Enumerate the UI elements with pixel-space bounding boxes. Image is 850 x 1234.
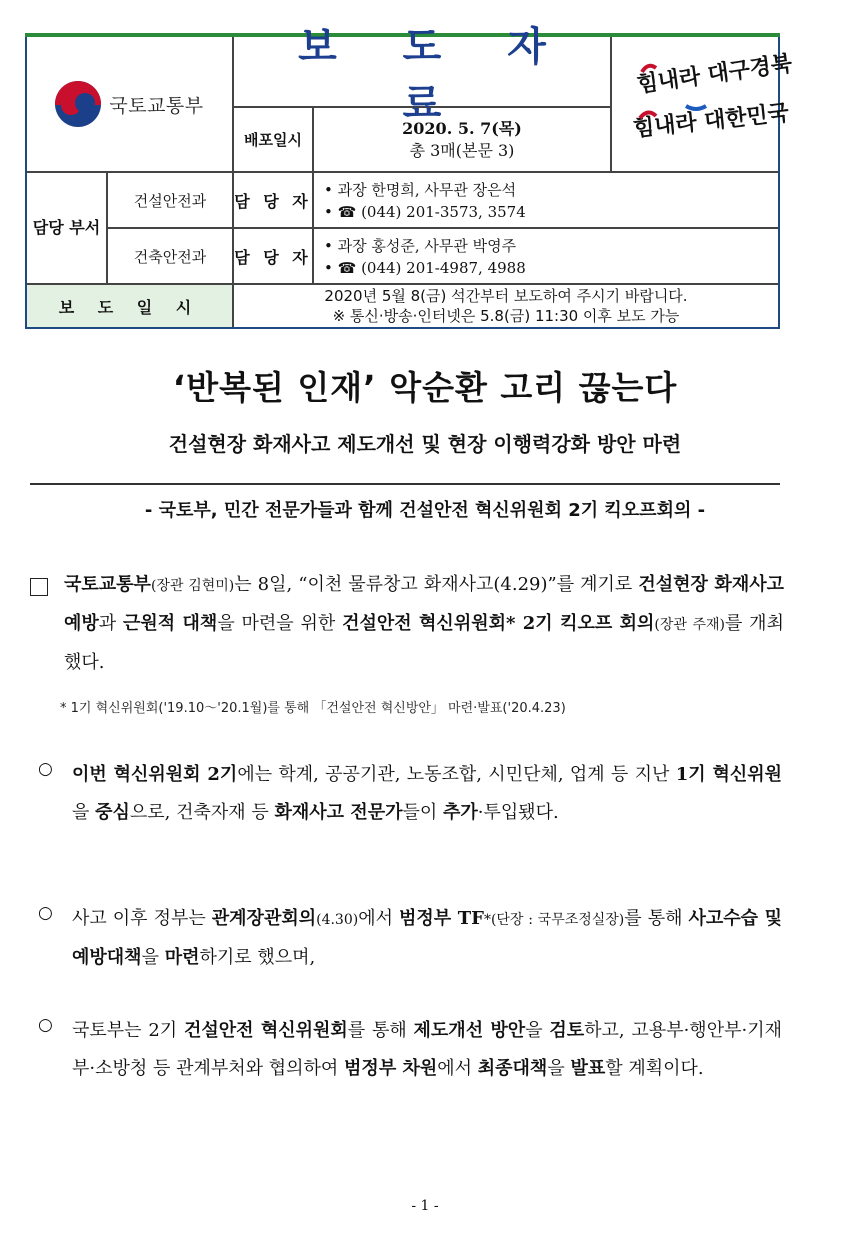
slogan-line2: 힘내라 대한민국 (631, 99, 791, 142)
release-date-cell (313, 107, 611, 172)
press-release-title: 보 도 자 료 (298, 23, 572, 127)
paragraph-3: 사고 이후 정부는 관계장관회의(4.30)에서 범정부 TF*(단장 : 국무조정실장)를 통해 사고수습 및 예방대책을 마련하기로 했으며, (72, 908, 783, 968)
slogan-line1: 힘내라 대구경북 (635, 50, 794, 98)
ministry-name: 국토교통부 (109, 94, 204, 117)
contact-info-2 (313, 228, 778, 284)
contact-label-1: 담 당 자 (233, 172, 313, 228)
taegeuk-logo-icon (55, 81, 101, 127)
publish-note: ※ 통신·방송·인터넷은 5.8(금) 11:30 이후 보도 가능 (332, 307, 680, 325)
slogan-calligraphy-icon (620, 44, 794, 164)
title-cell (233, 23, 611, 127)
paragraph-1: 국토교통부(장관 김현미)는 8일, “이천 물류창고 화재사고(4.29)”를 계기로 건설현장 화재사고 예방과 근원적 대책을 마련을 위한 건설안전 혁신위원회* 2기 킥오프 회의(장관 주재)를 개최했다. (64, 574, 784, 673)
publish-label: 보 도 일 시 (27, 284, 233, 327)
contact-section-2: 건축안전과 (107, 228, 233, 284)
contact-phone-2: • ☎ (044) 201-4987, 4988 (324, 259, 526, 277)
circle-outline-icon: ○ (38, 903, 53, 923)
slogan-cell (611, 37, 794, 172)
divider (30, 483, 780, 485)
page-count: 총 3매(본문 3) (409, 140, 515, 160)
circle-outline-icon: ○ (38, 759, 53, 779)
contact-section-1: 건설안전과 (107, 172, 233, 228)
publish-text: 2020년 5월 8(금) 석간부터 보도하여 주시기 바랍니다. (324, 287, 688, 305)
paragraph-4: 국토부는 2기 건설안전 혁신위원회를 통해 제도개선 방안을 검토하고, 고용부·행안부·기재부·소방청 등 관계부처와 협의하여 범정부 차원에서 최종대책을 발표할 계획이다. (72, 1020, 782, 1079)
square-outline-icon (30, 578, 48, 596)
dept-label: 담당 부서 (27, 172, 107, 284)
headline: ‘반복된 인재’ 악순환 고리 끊는다 (172, 368, 678, 407)
footnote: * 1기 혁신위원회('19.10～'20.1월)를 통해 「건설안전 혁신방안」 마련·발표('20.4.23) (60, 701, 566, 716)
press-release-header (25, 23, 794, 329)
release-date-label: 배포일시 (233, 107, 313, 172)
contact-label-2: 담 당 자 (233, 228, 313, 284)
contact-info-1 (313, 172, 778, 228)
subheadline: 건설현장 화재사고 제도개선 및 현장 이행력강화 방안 마련 (168, 432, 682, 456)
circle-outline-icon: ○ (38, 1015, 53, 1035)
page-number: - 1 - (411, 1198, 439, 1214)
ministry-logo-cell (27, 37, 233, 172)
release-date: 2020. 5. 7(목) (402, 118, 522, 138)
contact-people-2: • 과장 홍성준, 사무관 박영주 (324, 237, 517, 255)
contact-people-1: • 과장 한명희, 사무관 장은석 (324, 181, 517, 199)
publish-info (233, 284, 778, 327)
contact-phone-1: • ☎ (044) 201-3573, 3574 (324, 203, 526, 221)
tagline: - 국토부, 민간 전문가들과 함께 건설안전 혁신위원회 2기 킥오프회의 - (144, 500, 706, 521)
paragraph-2: 이번 혁신위원회 2기에는 학계, 공공기관, 노동조합, 시민단체, 업계 등 지난 1기 혁신위원을 중심으로, 건축자재 등 화재사고 전문가들이 추가·투입됐다. (72, 764, 782, 823)
